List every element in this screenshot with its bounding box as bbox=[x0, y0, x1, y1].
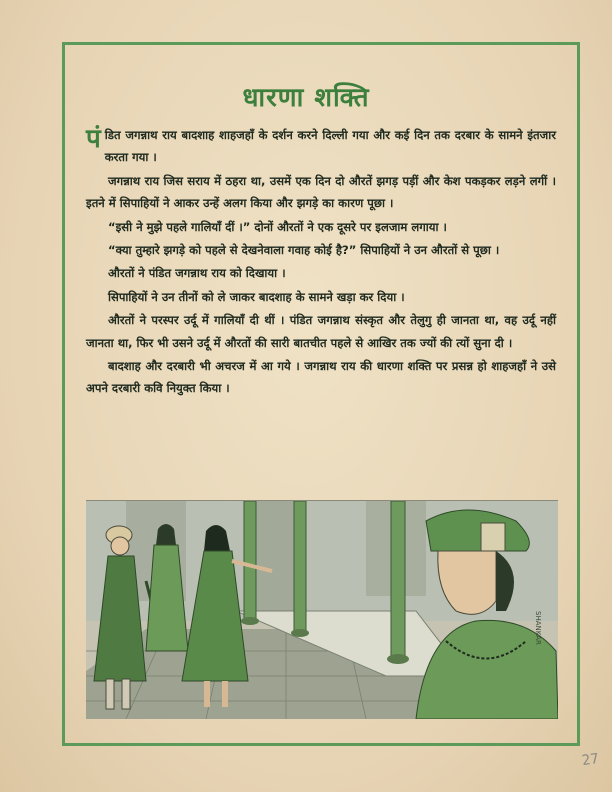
paragraph-3: “इसी ने मुझे पहले गालियाँ दीं ।” दोनों औरतों ने एक दूसरे पर इलजाम लगाया । bbox=[108, 219, 447, 234]
paragraph-2: जगन्नाथ राय जिस सराय में ठहरा था, उसमें एक दिन दो औरतें झगड़ पड़ीं और केश पकड़कर लड़ने लगीं । इतने में सिपाहियों ने आकर उन्हें अलग किया और झगड़े का कारण पूछा । bbox=[86, 173, 556, 211]
paragraph-6: सिपाहियों ने उन तीनों को ले जाकर बादशाह के सामने खड़ा कर दिया । bbox=[108, 289, 405, 304]
paragraph-1-text: डित जगन्नाथ राय बादशाह शाहजहाँ के दर्शन करने दिल्ली गया और कई दिन तक दरबार के सामने इंतजार करता गया । bbox=[104, 128, 556, 165]
paragraph-5: औरतों ने पंडित जगन्नाथ राय को दिखाया । bbox=[108, 266, 286, 281]
story-body bbox=[86, 124, 556, 401]
page-number: 27 bbox=[580, 750, 600, 770]
drop-cap: पं bbox=[86, 124, 101, 154]
story-illustration bbox=[86, 500, 558, 719]
artist-signature: SHANKAR bbox=[534, 611, 542, 645]
court-scene-drawing bbox=[86, 501, 558, 719]
paragraph-4: “क्या तुम्हारे झगड़े को पहले से देखनेवाला गवाह कोई है?” सिपाहियों ने उन औरतों से पूछा । bbox=[108, 243, 500, 258]
paragraph-1 bbox=[86, 124, 556, 169]
paragraph-7: औरतों ने परस्पर उर्दू में गालियाँ दी थीं । पंडित जगन्नाथ संस्कृत और तेलुगु ही जानता था, वह उर्दू नहीं जानता था, फिर भी उसने उर्दू में औरतों की सारी बातचीत पहले से आखिर तक ज्यों की त्यों सुना दी । bbox=[86, 313, 556, 350]
story-title: धारणा शक्ति bbox=[242, 83, 370, 113]
paragraph-8: बादशाह और दरबारी भी अचरज में आ गये । जगन्नाथ राय की धारणा शक्ति पर प्रसन्न हो शाहजहाँ ने उसे अपने दरबारी कवि नियुक्त किया । bbox=[86, 359, 556, 396]
